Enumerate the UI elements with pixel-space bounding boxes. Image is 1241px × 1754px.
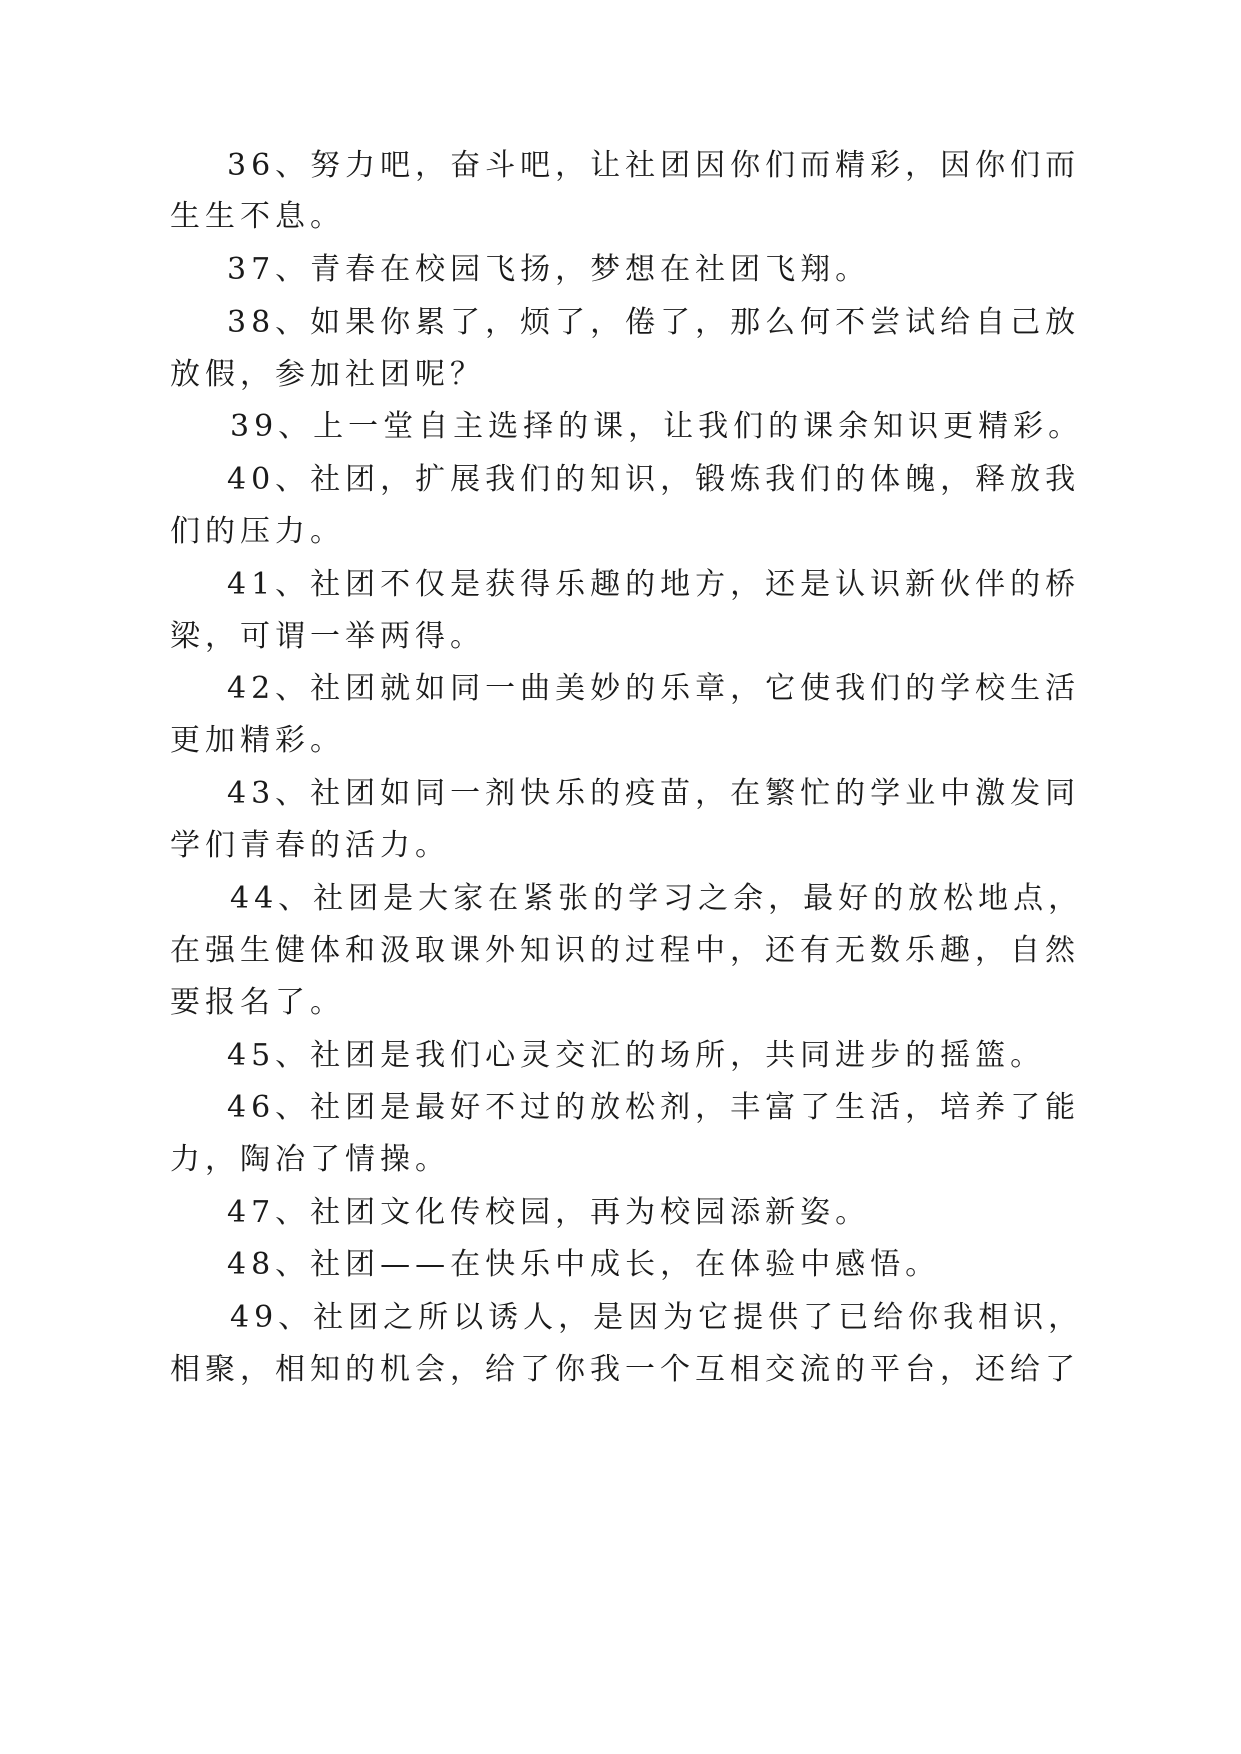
- item-42-line-1: 42、社团就如同一曲美妙的乐章，它使我们的学校生活: [227, 671, 1081, 706]
- item-45-line-1: 45、社团是我们心灵交汇的场所，共同进步的摇篮。: [227, 1038, 1046, 1073]
- item-40-line-2: 们的压力。: [170, 514, 345, 549]
- item-36-line-1: 36、努力吧，奋斗吧，让社团因你们而精彩，因你们而: [227, 148, 1081, 183]
- item-40-line-1: 40、社团，扩展我们的知识，锻炼我们的体魄，释放我: [227, 462, 1081, 497]
- item-38-line-1: 38、如果你累了，烦了，倦了，那么何不尝试给自己放: [227, 305, 1081, 340]
- item-49-line-2: 相聚，相知的机会，给了你我一个互相交流的平台，还给了: [170, 1352, 1080, 1387]
- item-47-line-1: 47、社团文化传校园，再为校园添新姿。: [227, 1195, 871, 1230]
- item-43-line-2: 学们青春的活力。: [170, 828, 450, 863]
- item-41-line-1: 41、社团不仅是获得乐趣的地方，还是认识新伙伴的桥: [227, 567, 1081, 602]
- item-36-line-2: 生生不息。: [170, 199, 345, 234]
- item-43-line-1: 43、社团如同一剂快乐的疫苗，在繁忙的学业中激发同: [227, 776, 1081, 811]
- item-44-line-2: 在强生健体和汲取课外知识的过程中，还有无数乐趣，自然: [170, 933, 1080, 968]
- item-39-line-1: 39、上一堂自主选择的课，让我们的课余知识更精彩。: [230, 409, 1084, 444]
- item-46-line-2: 力，陶冶了情操。: [170, 1142, 450, 1177]
- item-41-line-2: 梁，可谓一举两得。: [170, 619, 485, 654]
- item-44-line-3: 要报名了。: [170, 985, 345, 1020]
- item-46-line-1: 46、社团是最好不过的放松剂，丰富了生活，培养了能: [227, 1090, 1081, 1125]
- item-42-line-2: 更加精彩。: [170, 723, 345, 758]
- item-49-line-1: 49、社团之所以诱人，是因为它提供了已给你我相识，: [230, 1300, 1084, 1335]
- item-44-line-1: 44、社团是大家在紧张的学习之余，最好的放松地点，: [230, 881, 1084, 916]
- item-37-line-1: 37、青春在校园飞扬，梦想在社团飞翔。: [227, 252, 871, 287]
- item-38-line-2: 放假，参加社团呢？: [170, 357, 485, 392]
- item-48-line-1: 48、社团——在快乐中成长，在体验中感悟。: [227, 1247, 941, 1282]
